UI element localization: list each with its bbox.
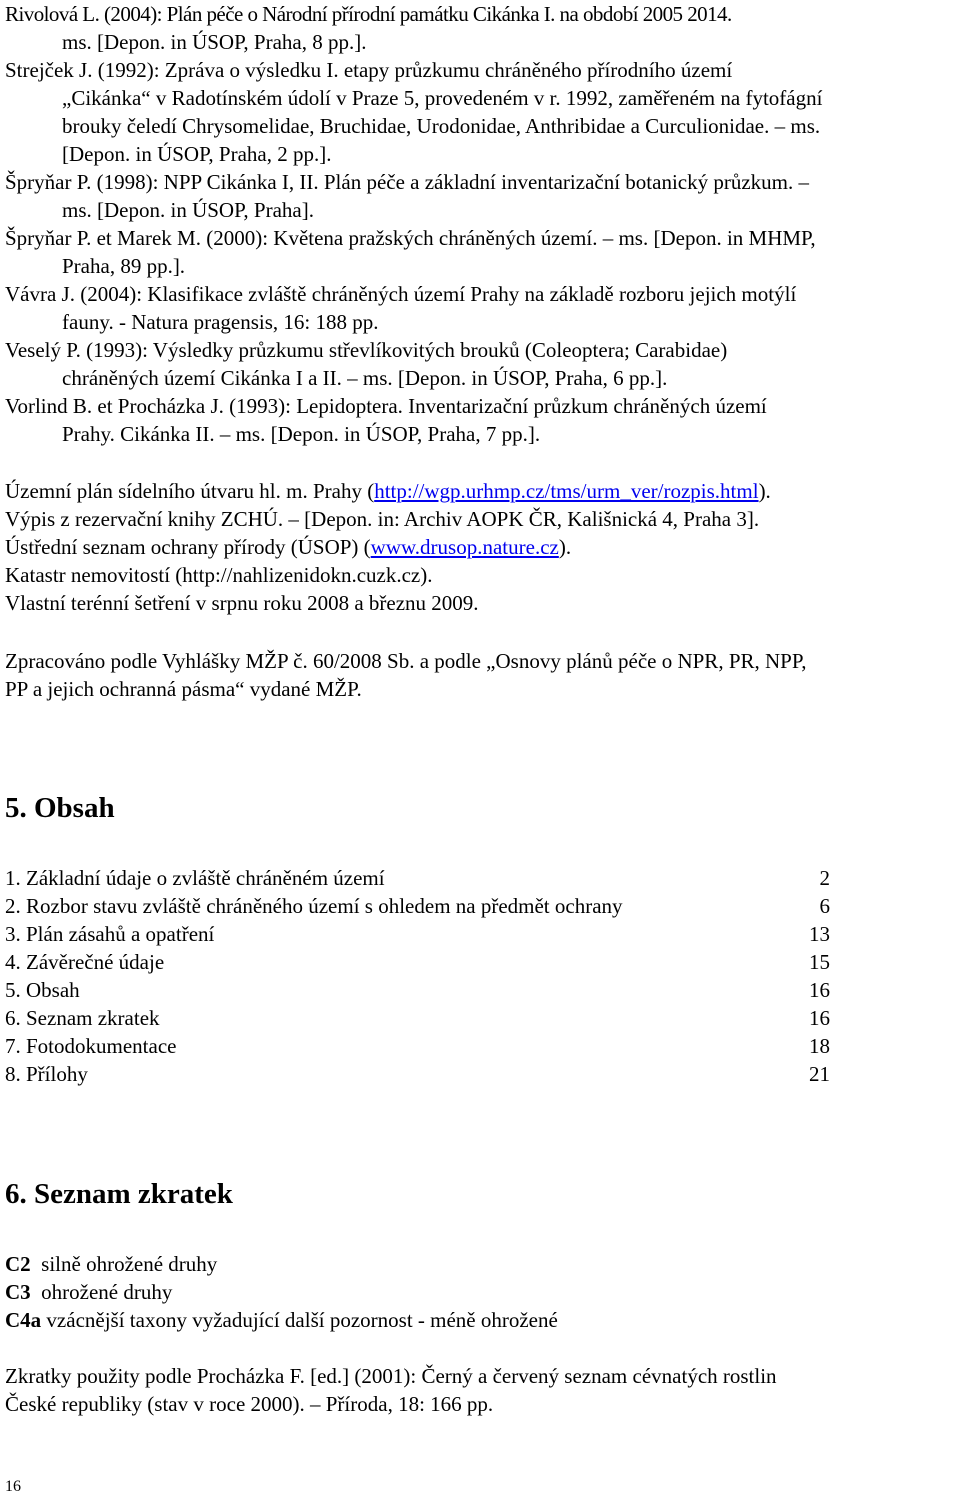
toc-label: 6. Seznam zkratek [5,1006,160,1030]
abbreviations-note-line: České republiky (stav v roce 2000). – Příroda, 18: 166 pp. [5,1392,494,1416]
reference-vesely [5,336,950,392]
abbreviation-item [5,1306,950,1334]
abbreviations-list [5,1250,950,1334]
processing-line: Zpracováno podle Vyhlášky MŽP č. 60/2008 Sb. a podle „Osnovy plánů péče o NPR, PR, NPP, [5,649,807,673]
toc-label: 2. Rozbor stavu zvláště chráněného území s ohledem na předmět ochrany [5,894,623,918]
toc-label: 5. Obsah [5,978,80,1002]
source-text: Územní plán sídelního útvaru hl. m. Prahy ( [5,479,375,503]
toc-page: 6 [819,894,830,918]
source-cadastre: Katastr nemovitostí (http://nahlizenidokn.cuzk.cz). [5,563,433,587]
toc-item [5,1004,830,1032]
toc-heading: 5. Obsah [5,792,115,824]
abbreviation-text: silně ohrožené druhy [41,1252,218,1276]
reference-line: ms. [Depon. in ÚSOP, Praha, 8 pp.]. [62,30,367,54]
abbreviation-text: vzácnější taxony vyžadující další pozornost - méně ohrožené [46,1308,558,1332]
toc-item [5,920,830,948]
toc-section [5,790,950,826]
abbreviation-text: ohrožené druhy [41,1280,173,1304]
reference-vorlind [5,392,950,448]
toc-page: 15 [809,950,830,974]
reference-line: Špryňar P. (1998): NPP Cikánka I, II. Plán péče a základní inventarizační botanický průzkum. – [5,170,810,194]
reference-line: Rivolová L. (2004): Plán péče o Národní přírodní památku Cikánka I. na období 2005 2014. [5,2,732,26]
processing-line: PP a jejich ochranná pásma“ vydané MŽP. [5,677,362,701]
reference-line: Prahy. Cikánka II. – ms. [Depon. in ÚSOP, Praha, 7 pp.]. [62,422,541,446]
reference-rivolova [5,0,950,56]
abbreviation-item [5,1250,950,1278]
toc-label: 4. Závěrečné údaje [5,950,165,974]
reference-vavra [5,280,950,336]
toc-label: 8. Přílohy [5,1062,88,1086]
reference-line: Vávra J. (2004): Klasifikace zvláště chráněných území Prahy na základě rozboru jejich motýlí [5,282,797,306]
reference-strejcek [5,56,950,168]
toc-label: 3. Plán zásahů a opatření [5,922,215,946]
abbreviation-code: C3 [5,1280,31,1304]
reference-sprynar-1998 [5,168,950,224]
toc-page: 21 [809,1062,830,1086]
urban-plan-link[interactable]: http://wgp.urhmp.cz/tms/urm_ver/rozpis.html [374,479,759,503]
toc-list [5,864,950,1088]
source-text: Ústřední seznam ochrany přírody (ÚSOP) ( [5,535,371,559]
usop-link[interactable]: www.drusop.nature.cz [370,535,559,559]
abbreviations-note [5,1362,950,1418]
reference-line: [Depon. in ÚSOP, Praha, 2 pp.]. [62,142,332,166]
reference-line: Strejček J. (1992): Zpráva o výsledku I. etapy průzkumu chráněného přírodního území [5,58,733,82]
toc-item [5,1032,830,1060]
source-registry: Výpis z rezervační knihy ZCHÚ. – [Depon. in: Archiv AOPK ČR, Kališnická 4, Praha 3]. [5,507,760,531]
toc-item [5,1060,830,1088]
toc-page: 16 [809,978,830,1002]
toc-label: 1. Základní údaje o zvláště chráněném území [5,866,385,890]
reference-line: Praha, 89 pp.]. [62,254,186,278]
reference-line: ms. [Depon. in ÚSOP, Praha]. [62,198,314,222]
reference-line: fauny. - Natura pragensis, 16: 188 pp. [62,310,379,334]
reference-line: chráněných území Cikánka I a II. – ms. [Depon. in ÚSOP, Praha, 6 pp.]. [62,366,668,390]
abbreviation-code: C2 [5,1252,31,1276]
toc-page: 2 [819,866,830,890]
reference-sprynar-marek [5,224,950,280]
processing-note [5,647,950,703]
abbreviation-code: C4a [5,1308,42,1332]
sources-list [5,477,950,617]
references-list [5,0,950,448]
toc-page: 18 [809,1034,830,1058]
reference-line: Vorlind B. et Procházka J. (1993): Lepidoptera. Inventarizační průzkum chráněných území [5,394,767,418]
abbreviation-item [5,1278,950,1306]
reference-line: Špryňar P. et Marek M. (2000): Květena pražských chráněných území. – ms. [Depon. in MHMP, [5,226,816,250]
toc-item [5,864,830,892]
source-fieldwork: Vlastní terénní šetření v srpnu roku 2008 a březnu 2009. [5,591,479,615]
page-number: 16 [5,1478,21,1495]
toc-item [5,892,830,920]
abbreviations-note-line: Zkratky použity podle Procházka F. [ed.] (2001): Černý a červený seznam cévnatých rostlin [5,1364,777,1388]
reference-line: brouky čeledí Chrysomelidae, Bruchidae, Urodonidae, Anthribidae a Curculionidae. – ms. [62,114,821,138]
reference-line: Veselý P. (1993): Výsledky průzkumu střevlíkovitých brouků (Coleoptera; Carabidae) [5,338,728,362]
reference-line: „Cikánka“ v Radotínském údolí v Praze 5, provedeném v r. 1992, zaměřeném na fytofágní [62,86,823,110]
abbreviations-section [5,1176,950,1212]
toc-item [5,948,830,976]
toc-page: 16 [809,1006,830,1030]
abbreviations-heading: 6. Seznam zkratek [5,1178,233,1210]
source-text: ). [558,535,572,559]
source-urban-plan [5,477,950,505]
source-text: ). [758,479,771,503]
toc-label: 7. Fotodokumentace [5,1034,177,1058]
toc-page: 13 [809,922,830,946]
source-usop [5,533,950,561]
toc-item [5,976,830,1004]
